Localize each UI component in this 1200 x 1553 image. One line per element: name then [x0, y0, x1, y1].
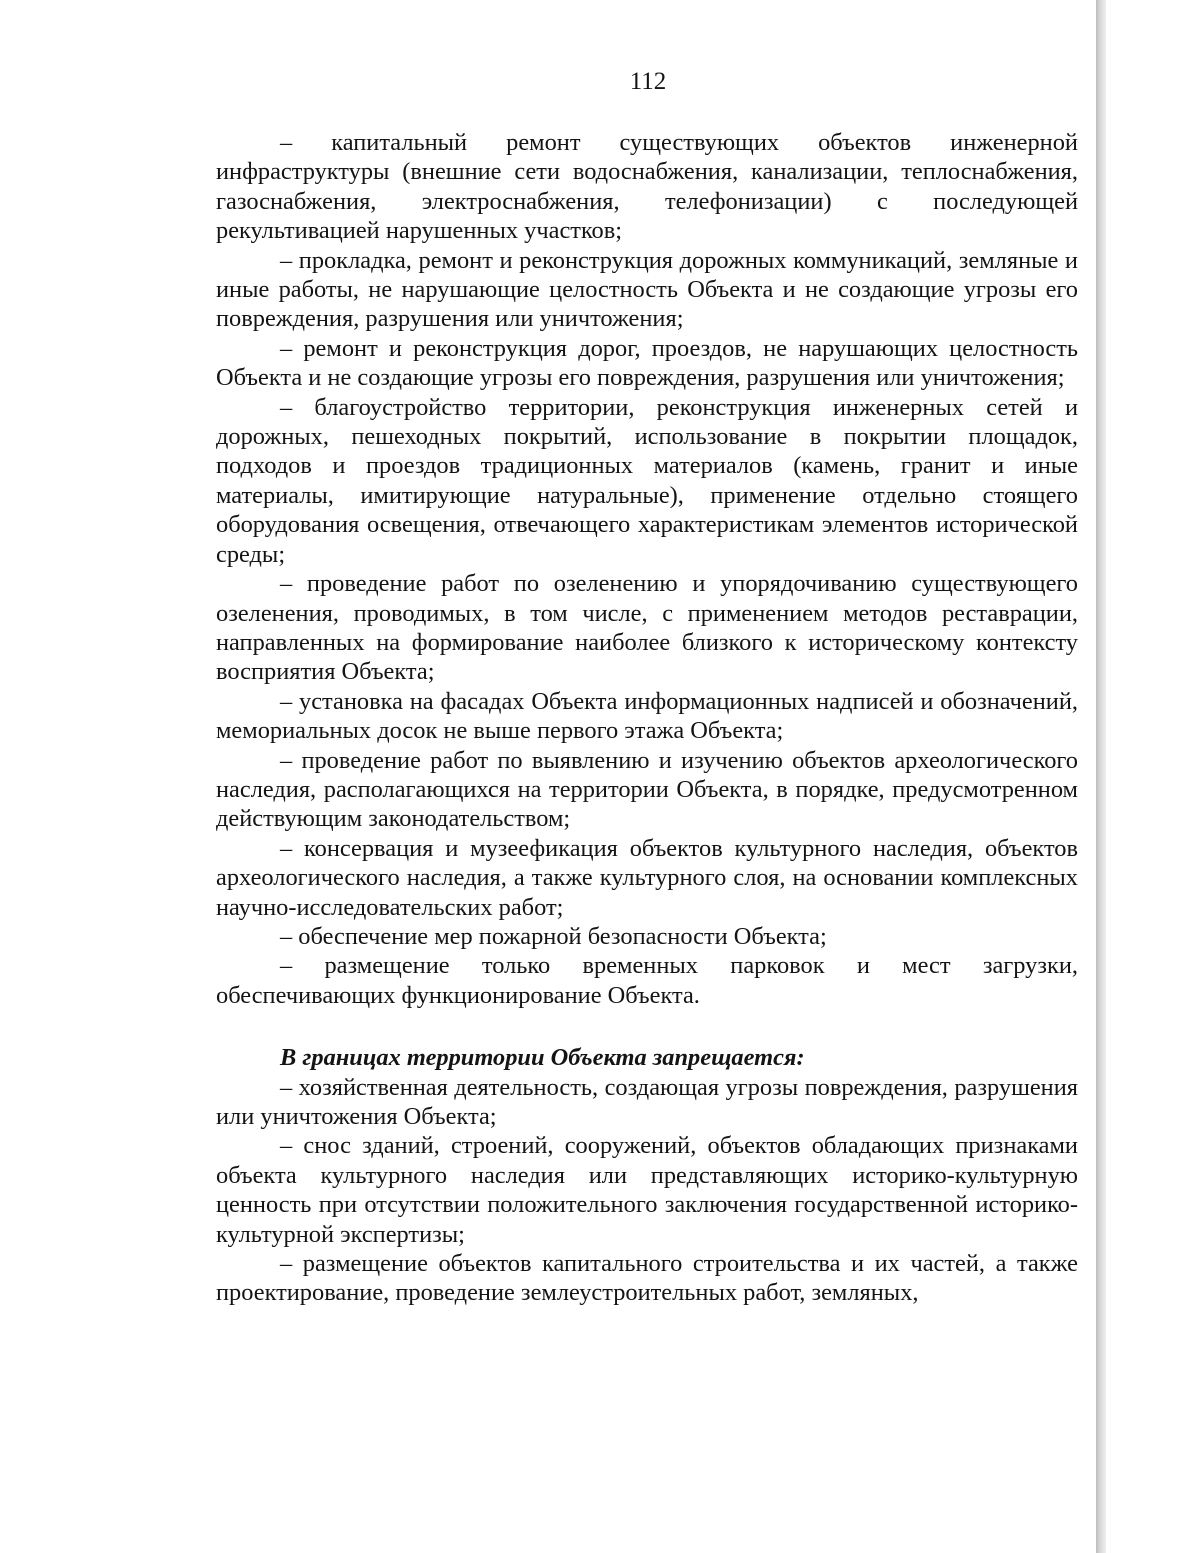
- list-item-road-repair: – ремонт и реконструкция дорог, проездов, не нарушающих целостность Объекта и не создающие угрозы его повреждения, разрушения или уничтожения;: [216, 334, 1078, 392]
- list-item-signage: – установка на фасадах Объекта информационных надписей и обозначений, мемориальных досок не выше первого этажа Объекта;: [216, 687, 1078, 745]
- viewer-background: [1106, 0, 1200, 1553]
- list-item-landscaping: – благоустройство территории, реконструкция инженерных сетей и дорожных, пешеходных покрытий, использование в покрытии площадок, подходов и проездов традиционных материалов (камень, гранит и иные материалы, имитирующие натуральные), применение отдельно стоящего оборудования освещения, отвечающего характеристикам элементов исторической среды;: [216, 393, 1078, 568]
- list-item-demolition: – снос зданий, строений, сооружений, объектов обладающих признаками объекта культурного наследия или представляющих историко-культурную ценность при отсутствии положительного заключения государственной историко-культурной экспертизы;: [216, 1132, 1078, 1248]
- list-item-greening: – проведение работ по озеленению и упорядочиванию существующего озеленения, проводимых, в том числе, с применением методов реставрации, направленных на формирование наиболее близкого к историческому контексту восприятия Объекта;: [216, 570, 1078, 686]
- list-item-archaeology: – проведение работ по выявлению и изучению объектов археологического наследия, располагающихся на территории Объекта, в порядке, предусмотренном действующим законодательством;: [216, 746, 1078, 833]
- list-item-parking: – размещение только временных парковок и мест загрузки, обеспечивающих функционирование Объекта.: [216, 952, 1078, 1009]
- page-edge-shadow: [1096, 0, 1106, 1553]
- list-item-fire-safety: – обеспечение мер пожарной безопасности Объекта;: [280, 922, 827, 950]
- list-item-construction: – размещение объектов капитального строительства и их частей, а также проектирование, проведение землеустроительных работ, земляных,: [216, 1250, 1078, 1307]
- list-item-road-communications: – прокладка, ремонт и реконструкция дорожных коммуникаций, земляные и иные работы, не нарушающие целостность Объекта и не создающие угрозы его повреждения, разрушения или уничтожения;: [216, 246, 1078, 333]
- list-item-economic-activity: – хозяйственная деятельность, создающая угрозы повреждения, разрушения или уничтожения Объекта;: [216, 1073, 1078, 1130]
- list-item-conservation: – консервация и музеефикация объектов культурного наследия, объектов археологического наследия, а также культурного слоя, на основании комплексных научно-исследовательских работ;: [216, 834, 1078, 921]
- prohibited-section-heading: В границах территории Объекта запрещается:: [280, 1044, 805, 1072]
- list-item-capital-repair: – капитальный ремонт существующих объектов инженерной инфраструктуры (внешние сети водоснабжения, канализации, теплоснабжения, газоснабжения, электроснабжения, телефонизации) с последующей рекультивацией нарушенных участков;: [216, 129, 1078, 245]
- page-body: [216, 128, 1078, 1308]
- page-number: 112: [629, 68, 667, 95]
